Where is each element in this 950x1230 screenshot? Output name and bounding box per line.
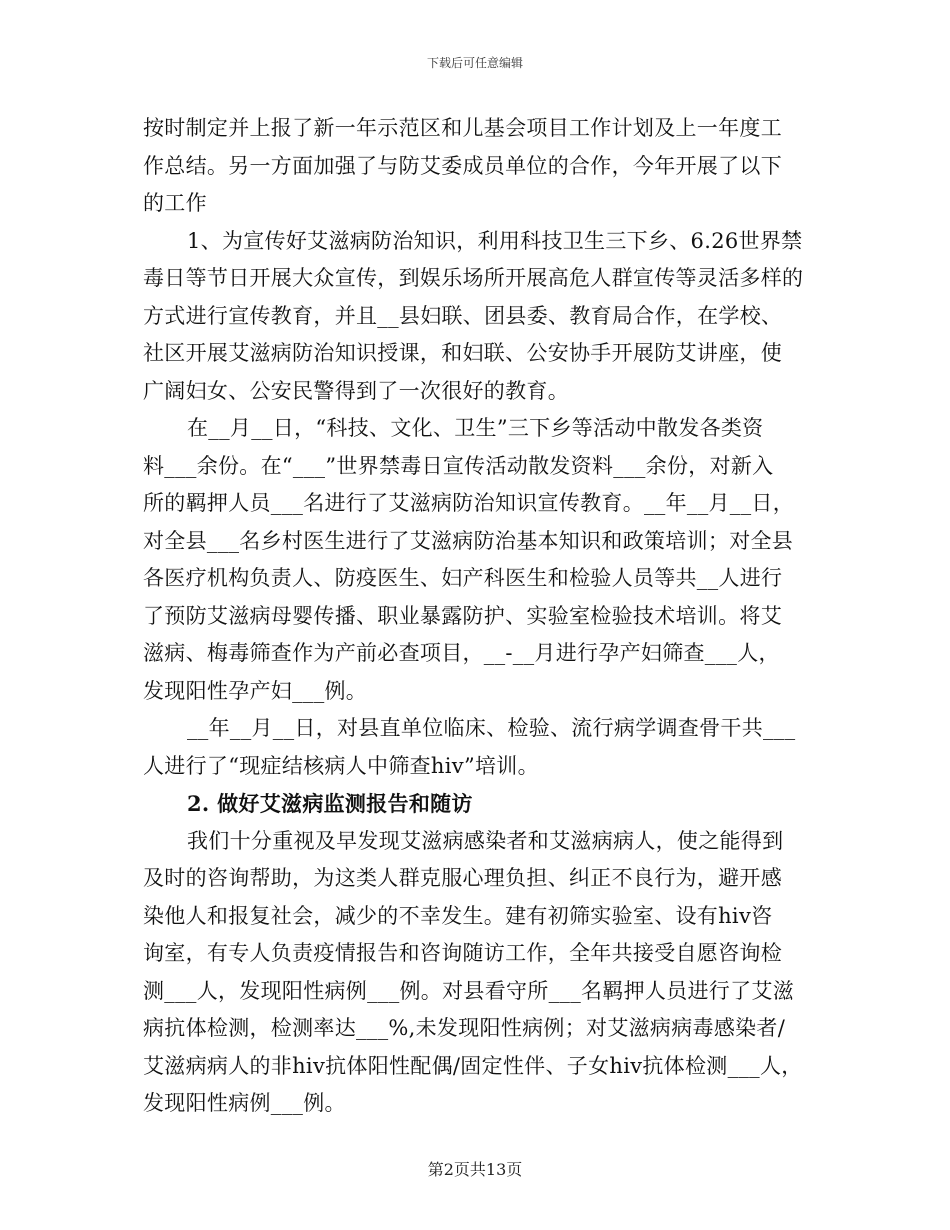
text-line: 滋病、梅毒筛查作为产前必查项目，__-__月进行孕产妇筛查___人， [143, 641, 780, 665]
text-line: 及时的咨询帮助，为这类人群克服心理负担、纠正不良行为，避开感 [143, 866, 782, 890]
text-line: 方式进行宣传教育，并且__县妇联、团县委、教育局合作，在学校、 [143, 303, 783, 328]
page-number: 第2页共13页 [427, 1160, 523, 1179]
text-line: 发现阳性病例___例。 [143, 1091, 346, 1115]
text-line: 询室，有专人负责疫情报告和咨询随访工作，全年共接受自愿咨询检 [143, 941, 782, 965]
text-line: 对全县___名乡村医生进行了艾滋病防治基本知识和政策培训；对全县 [143, 528, 794, 553]
text-line: 料___余份。在“___”世界禁毒日宣传活动散发资料___余份，对新入 [143, 453, 774, 478]
text-line: 广阔妇女、公安民警得到了一次很好的教育。 [143, 378, 569, 403]
text-line: 病抗体检测，检测率达___%,未发现阳性病例；对艾滋病病毒感染者/ [143, 1016, 786, 1040]
text-line: __年__月__日，对县直单位临床、检验、流行病学调查骨干共___ [187, 716, 796, 740]
text-line: 人进行了“现症结核病人中筛查hiv”培训。 [143, 753, 539, 778]
text-line: 1、为宣传好艾滋病防治知识，利用科技卫生三下乡、6.26世界禁 [187, 228, 803, 253]
text-line: 发现阳性孕产妇___例。 [143, 678, 368, 703]
text-line: 我们十分重视及早发现艾滋病感染者和艾滋病病人，使之能得到 [187, 828, 784, 853]
text-line: 测___人，发现阳性病例___例。对县看守所___名羁押人员进行了艾滋 [143, 978, 794, 1003]
text-line: 所的羁押人员___名进行了艾滋病防治知识宣传教育。__年__月__日， [143, 491, 794, 515]
text-line: 各医疗机构负责人、防疫医生、妇产科医生和检验人员等共__人进行 [143, 566, 783, 590]
text-line: 艾滋病病人的非hiv抗体阳性配偶/固定性伴、子女hiv抗体检测___人， [143, 1053, 803, 1078]
page-header: 下载后可任意编辑 [426, 56, 523, 70]
document-body [143, 110, 833, 1123]
text-line: 作总结。另一方面加强了与防艾委成员单位的合作，今年开展了以下 [143, 153, 782, 178]
section-heading: 2. 做好艾滋病监测报告和随访 [187, 791, 473, 816]
text-line: 毒日等节日开展大众宣传，到娱乐场所开展高危人群宣传等灵活多样的 [143, 266, 804, 290]
text-line: 的工作 [143, 191, 207, 215]
text-line: 染他人和报复社会，减少的不幸发生。建有初筛实验室、设有hiv咨 [143, 903, 773, 928]
text-line: 社区开展艾滋病防治知识授课，和妇联、公安协手开展防艾讲座，使 [143, 341, 782, 365]
text-line: 按时制定并上报了新一年示范区和儿基会项目工作计划及上一年度工 [143, 116, 782, 140]
text-line: 了预防艾滋病母婴传播、职业暴露防护、实验室检验技术培训。将艾 [143, 603, 782, 628]
text-line: 在__月__日，“科技、文化、卫生”三下乡等活动中散发各类资 [187, 416, 764, 440]
